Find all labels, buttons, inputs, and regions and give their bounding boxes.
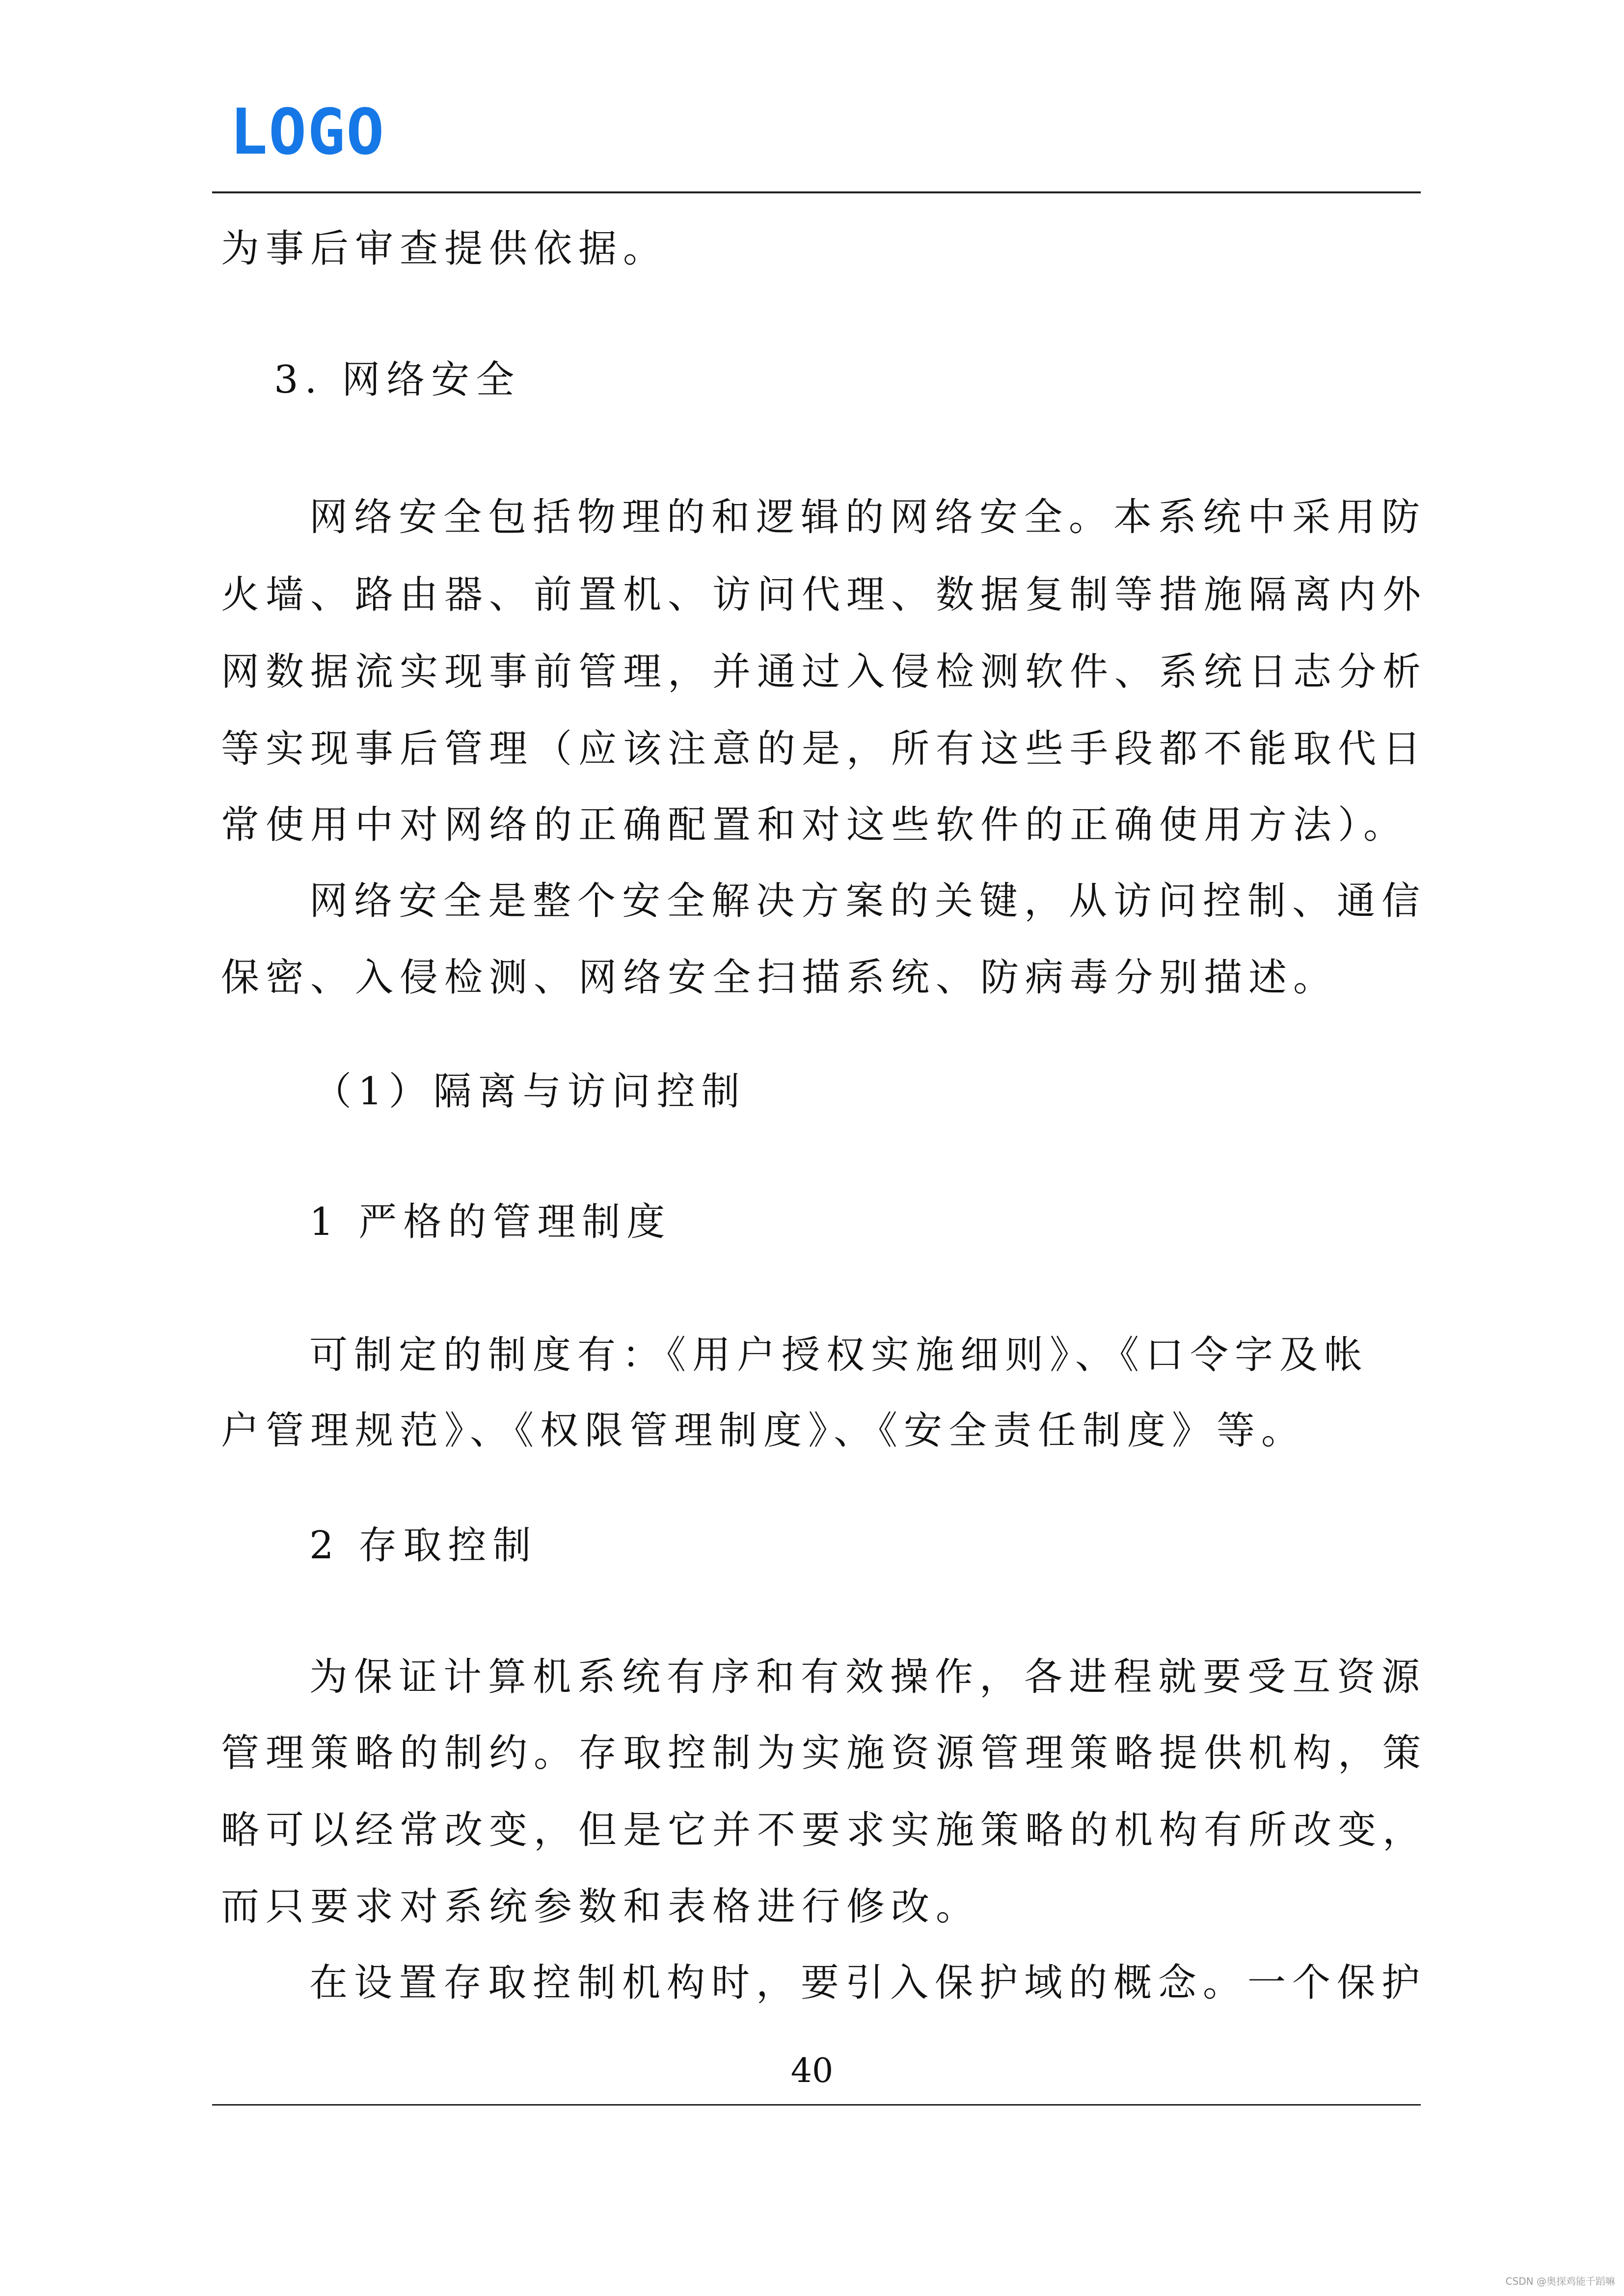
paragraph-line: 常使用中对网络的正确配置和对这些软件的正确使用方法）。 [221, 803, 1408, 847]
paragraph-line: 火墙、路由器、前置机、访问代理、数据复制等措施隔离内外 [221, 573, 1428, 617]
header-rule [212, 191, 1421, 193]
paragraph-line: 等实现事后管理（应该注意的是，所有这些手段都不能取代日 [221, 727, 1428, 771]
paragraph-line: 可制定的制度有：《用户授权实施细则》、《口令字及帐 [309, 1333, 1369, 1377]
subheading: （1）隔离与访问控制 [313, 1069, 746, 1114]
paragraph-line: 为保证计算机系统有序和有效操作，各进程就要受互资源 [309, 1655, 1427, 1699]
footer-rule [212, 2104, 1421, 2106]
paragraph-line: 而只要求对系统参数和表格进行修改。 [221, 1885, 981, 1929]
section-heading: 3. 网络安全 [274, 358, 521, 402]
paragraph-line: 户管理规范》、《权限管理制度》、《安全责任制度》等。 [221, 1409, 1306, 1453]
paragraph-line: 网络安全是整个安全解决方案的关键，从访问控制、通信 [309, 879, 1427, 923]
paragraph-line: 保密、入侵检测、网络安全扫描系统、防病毒分别描述。 [221, 956, 1338, 1000]
paragraph-line: 管理策略的制约。存取控制为实施资源管理策略提供机构，策 [221, 1731, 1428, 1775]
paragraph-line: 在设置存取控制机构时，要引入保护域的概念。一个保护 [309, 1961, 1427, 2005]
list-item-heading: 2 存取控制 [309, 1523, 538, 1568]
paragraph-line: 略可以经常改变，但是它并不要求实施策略的机构有所改变， [221, 1808, 1428, 1852]
logo: LOGO [230, 96, 385, 169]
list-item-heading: 1 严格的管理制度 [309, 1200, 672, 1244]
paragraph-line: 网数据流实现事前管理，并通过入侵检测软件、系统日志分析 [221, 650, 1428, 694]
paragraph-line: 网络安全包括物理的和逻辑的网络安全。本系统中采用防 [309, 495, 1427, 539]
text-line: 为事后审查提供依据。 [221, 227, 668, 271]
watermark: CSDN @奥探鸡能千蹈嘛 [1505, 2275, 1615, 2287]
page-number: 40 [790, 2052, 834, 2090]
